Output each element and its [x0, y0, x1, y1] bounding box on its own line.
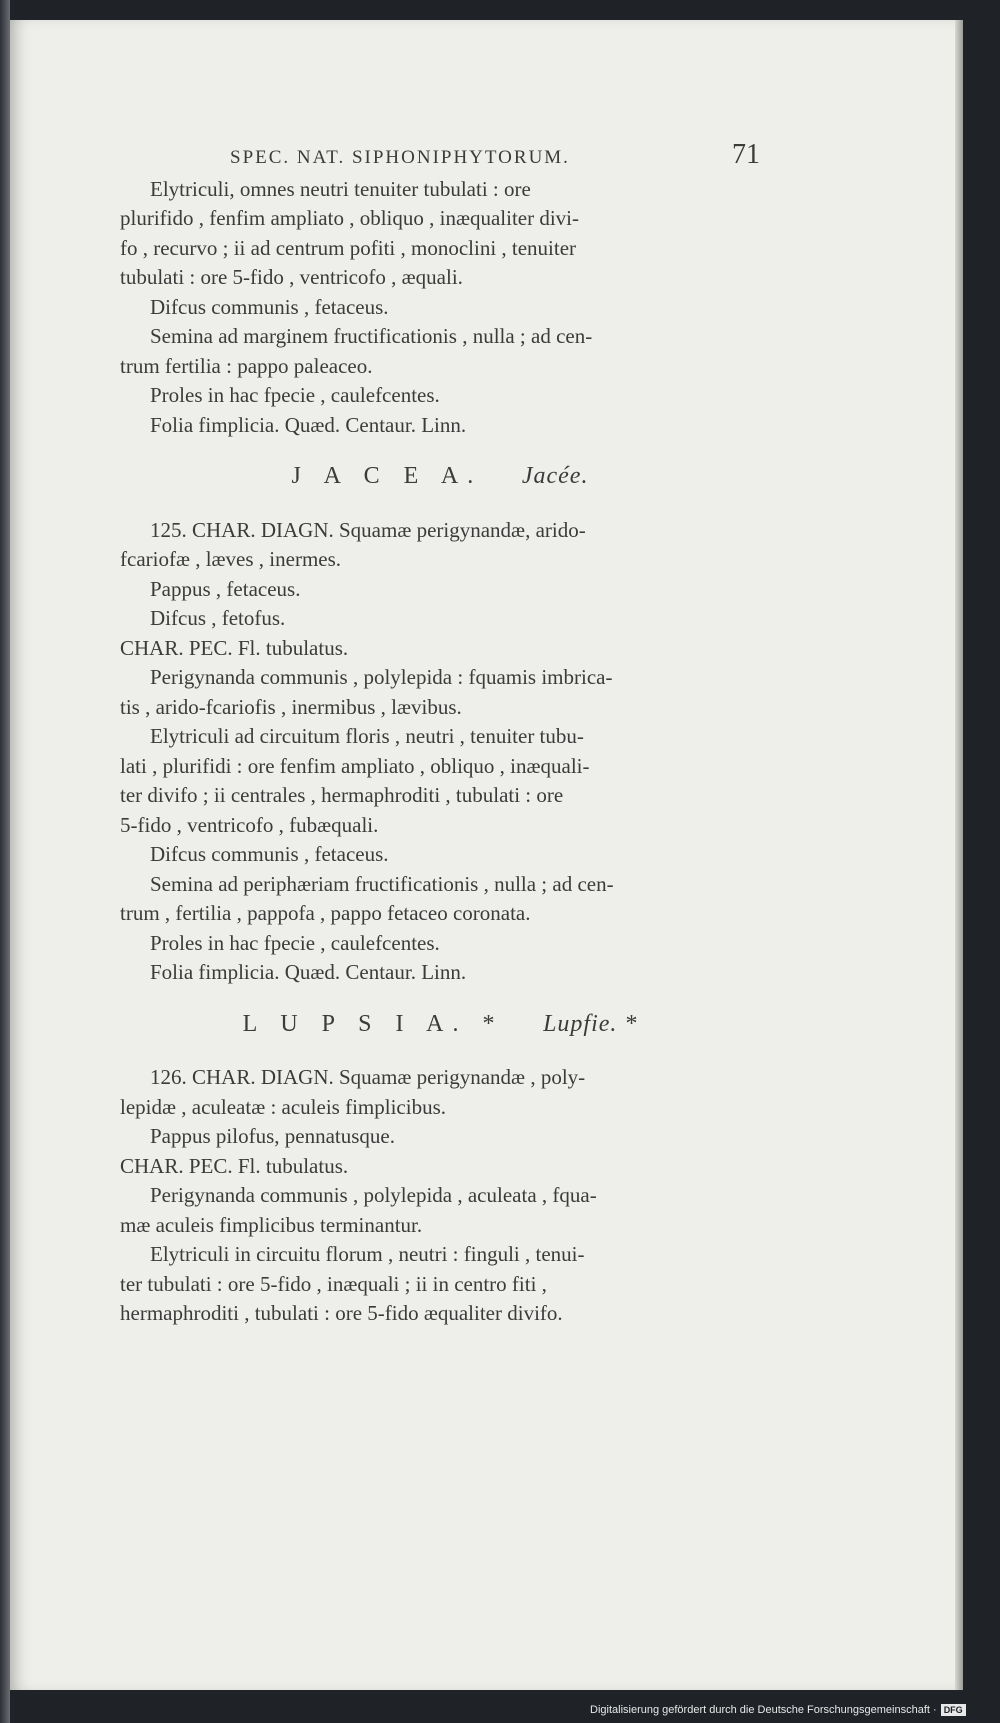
text-line: Elytriculi ad circuitum floris , neutri , tenuiter tubu-: [150, 724, 584, 748]
genus-name: J A C E A.: [291, 463, 483, 489]
genus-heading-lupsia: [120, 1010, 760, 1040]
genus-vernacular: Lupfie. *: [543, 1010, 638, 1037]
text-line: trum , fertilia , pappofa , pappo fetaceo coronata.: [120, 901, 531, 925]
text-line: lati , plurifidi : ore fenfim ampliato , obliquo , inæquali-: [120, 753, 590, 778]
description-block-3: [120, 1063, 760, 1329]
digitization-credit: [590, 1700, 966, 1720]
text-line: 125. CHAR. DIAGN. Squamæ perigynandæ, arido-: [150, 517, 586, 542]
text-line: Folia fimplicia. Quæd. Centaur. Linn.: [150, 960, 467, 984]
text-line: Folia fimplicia. Quæd. Centaur. Linn.: [150, 412, 467, 437]
text-line: Proles in hac fpecie , caulefcentes.: [150, 383, 440, 407]
text-line: fo , recurvo ; ii ad centrum pofiti , monoclini , tenuiter: [120, 235, 577, 260]
text-line: Elytriculi, omnes neutri tenuiter tubulati : ore: [150, 176, 531, 201]
text-line: mæ aculeis fimplicibus terminantur.: [120, 1212, 423, 1237]
text-line: Perigynanda communis , polylepida , aculeata , fqua-: [150, 1183, 597, 1207]
text-line: Difcus communis , fetaceus.: [150, 294, 389, 319]
text-line: Difcus communis , fetaceus.: [150, 842, 389, 866]
page-number: 71: [732, 139, 760, 170]
genus-heading-jacea: [120, 462, 760, 492]
description-block-2: [120, 516, 760, 988]
genus-name: L U P S I A. *: [242, 1010, 504, 1037]
text-line: Difcus , fetofus.: [150, 606, 286, 630]
text-line: 5-fido , ventricofo , fubæquali.: [120, 812, 379, 837]
text-line: CHAR. PEC. Fl. tubulatus.: [120, 635, 349, 660]
text-line: Elytriculi in circuitu florum , neutri : finguli , tenui-: [150, 1242, 585, 1266]
text-line: fcariofæ , læves , inermes.: [120, 547, 342, 571]
running-header: [230, 140, 760, 173]
running-title: SPEC. NAT. SIPHONIPHYTORUM.: [230, 147, 570, 168]
text-line: tis , arido-fcariofis , inermibus , lævibus.: [120, 694, 462, 719]
text-line: Pappus pilofus, pennatusque.: [150, 1124, 395, 1148]
dfg-logo: DFG: [941, 1704, 966, 1716]
text-line: ter tubulati : ore 5-fido , inæquali ; ii in centro fiti ,: [120, 1271, 547, 1296]
text-line: tubulati : ore 5-fido , ventricofo , æquali.: [120, 265, 463, 289]
page-text: [120, 140, 760, 1329]
text-line: Perigynanda communis , polylepida : fquamis imbrica-: [150, 665, 613, 689]
text-line: ter divifo ; ii centrales , hermaphroditi , tubulati : ore: [120, 783, 564, 807]
description-block-1: [120, 175, 760, 441]
text-line: Semina ad marginem fructificationis , nulla ; ad cen-: [150, 324, 593, 348]
text-line: Proles in hac fpecie , caulefcentes.: [150, 930, 440, 955]
credit-text: Digitalisierung gefördert durch die Deutsche Forschungsgemeinschaft ·: [590, 1704, 937, 1716]
text-line: plurifido , fenfim ampliato , obliquo , inæqualiter divi-: [120, 206, 580, 230]
book-spine-shadow: [0, 0, 10, 1723]
text-line: hermaphroditi , tubulati : ore 5-fido æqualiter divifo.: [120, 1301, 563, 1325]
genus-vernacular: Jacée.: [521, 463, 589, 489]
page-edge: [955, 20, 963, 1690]
text-line: trum fertilia : pappo paleaceo.: [120, 353, 373, 378]
text-line: Semina ad periphæriam fructificationis , nulla ; ad cen-: [150, 871, 614, 896]
text-line: 126. CHAR. DIAGN. Squamæ perigynandæ , poly-: [150, 1065, 586, 1089]
text-line: lepidæ , aculeatæ : aculeis fimplicibus.: [120, 1094, 447, 1119]
text-line: Pappus , fetaceus.: [150, 576, 301, 601]
text-line: CHAR. PEC. Fl. tubulatus.: [120, 1153, 349, 1178]
